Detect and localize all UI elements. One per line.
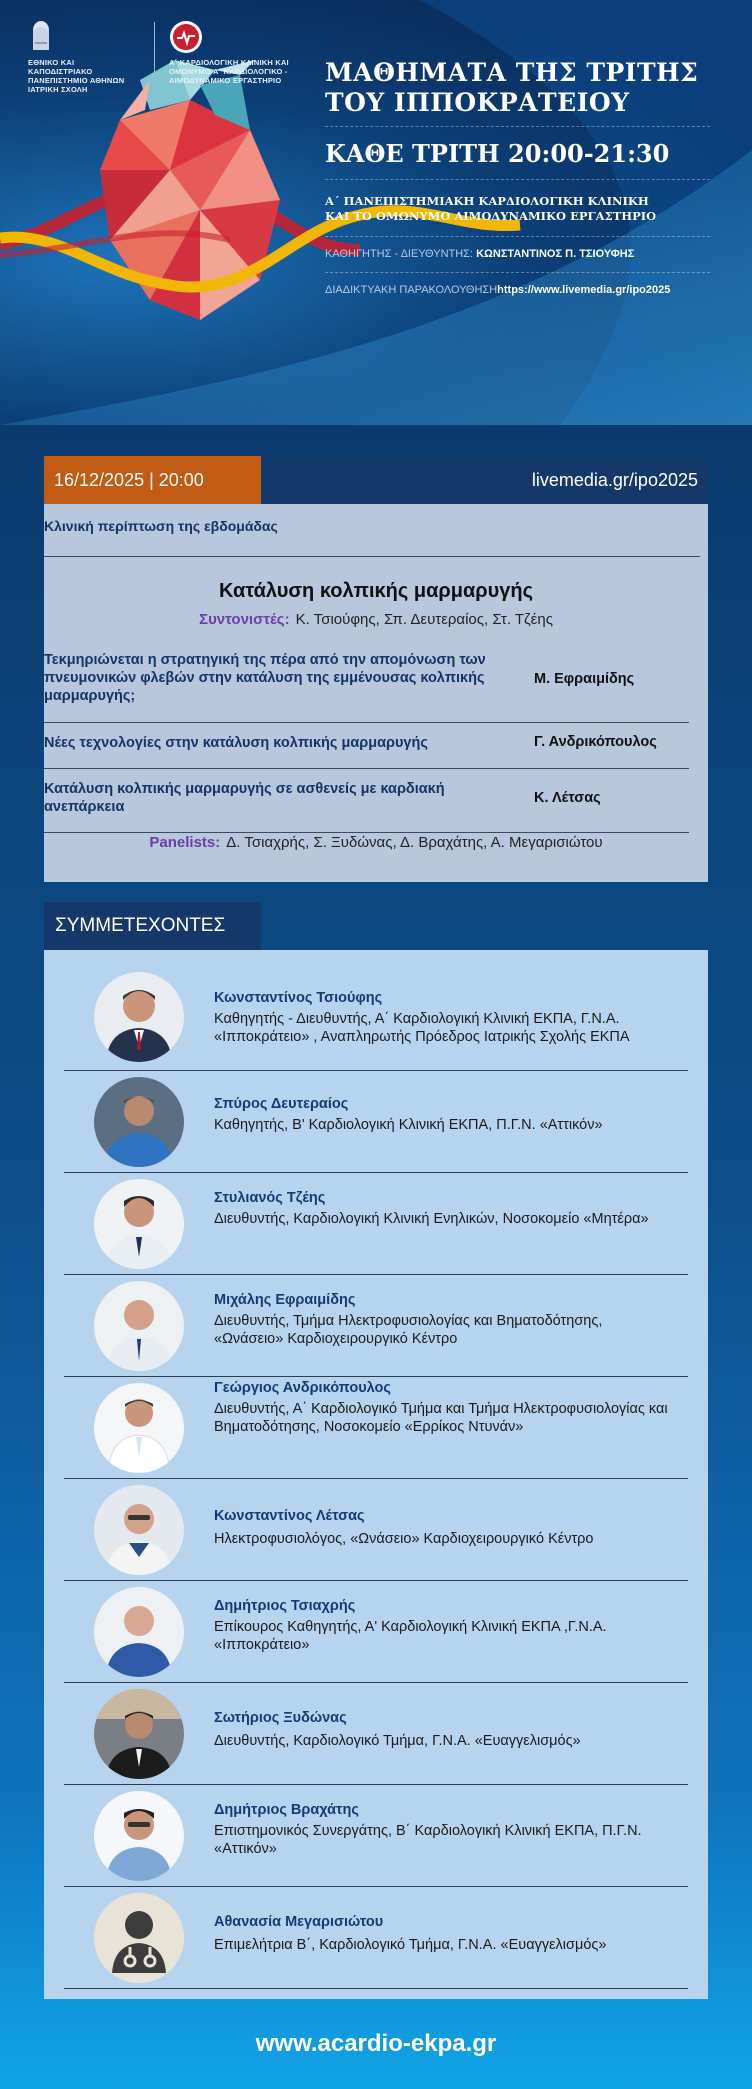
list-item: [64, 1684, 688, 1785]
list-item: [64, 1888, 688, 1989]
divider: [325, 236, 710, 237]
talk-speaker-3: Κ. Λέτσας: [534, 790, 601, 806]
participant-name: Δημήτριος Τσιαχρής: [214, 1598, 356, 1614]
person-photo-icon: [94, 1689, 184, 1779]
participant-title: Επίκουρος Καθηγητής, Α' Καρδιολογική Κλινική ΕΚΠΑ ,Γ.Ν.Α. «Ιπποκράτειο»: [214, 1619, 607, 1653]
header-banner: [0, 0, 752, 425]
clinic-name-line1: Α΄ ΠΑΝΕΠΙΣΤΗΜΙΑΚΗ ΚΑΡΔΙΟΛΟΓΙΚΗ ΚΛΙΝΙΚΗ: [325, 194, 649, 208]
university-logo: [28, 20, 140, 94]
avatar: [94, 972, 184, 1062]
series-title: [325, 58, 710, 118]
talk-title-2: Νέες τεχνολογίες στην κατάλυση κολπικής μαρμαρυγής: [44, 735, 428, 751]
participant-name: Στυλιανός Τζέης: [214, 1190, 326, 1206]
divider: [44, 768, 689, 769]
university-logo-text: ΕΘΝΙΚΟ ΚΑΙ ΚΑΠΟΔΙΣΤΡΙΑΚΟ ΠΑΝΕΠΙΣΤΗΜΙΟ ΑΘΗΝΩΝ ΙΑΤΡΙΚΗ ΣΧΟΛΗ: [28, 58, 125, 94]
clinic-logo-text: Α΄ ΚΑΡΔΙΟΛΟΓΙΚΗ ΚΛΙΝΙΚΗ ΚΑΙ ΟΜΩΝΥΜΟ Α΄ ΚΑΡΔΙΟΛΟΓΙΚΟ - ΑΙΜΟΔΥΝΑΜΙΚΟ ΕΡΓΑΣΤΗΡΙΟ: [169, 58, 289, 85]
list-item: [64, 1786, 688, 1887]
participant-name: Κωνσταντίνος Τσιούφης: [214, 990, 383, 1006]
moderators: Κ. Τσιούφης, Σπ. Δευτεραίος, Στ. Τζέης: [295, 611, 553, 628]
livemedia-link[interactable]: livemedia.gr/ipo2025: [531, 470, 698, 490]
clinic-logo: [169, 20, 294, 85]
participants-heading: ΣΥΜΜΕΤΕΧΟΝΤΕΣ: [44, 902, 261, 950]
avatar: [94, 1893, 184, 1983]
participant-title: Διευθυντής, Καρδιολογικό Τμήμα, Γ.Ν.Α. «Ευαγγελισμός»: [214, 1733, 581, 1749]
talk-title-1: Τεκμηριώνεται η στρατηγική της πέρα από την απομόνωση των πνευμονικών φλεβών στην κατάλυση της εμμένουσας κολπικής μαρμαρυγής;: [44, 652, 486, 704]
participant-name: Γεώργιος Ανδρικόπουλος: [214, 1380, 391, 1396]
person-photo-icon: [94, 1587, 184, 1677]
list-item: [64, 1276, 688, 1377]
list-item: [64, 1378, 688, 1479]
panelists: Δ. Τσιαχρής, Σ. Ξυδώνας, Δ. Βραχάτης, Α. Μεγαρισιώτου: [226, 834, 603, 851]
athena-emblem-icon: [28, 20, 54, 54]
person-photo-icon: [94, 972, 184, 1062]
participants-list: [44, 950, 708, 1999]
list-item: [64, 1480, 688, 1581]
participant-title: Διευθυντής, Τμήμα Ηλεκτροφυσιολογίας και Βηματοδότησης, «Ωνάσειο» Καρδιοχειρουργικό Κέντρο: [214, 1313, 603, 1347]
participant-title: Καθηγητής, Β' Καρδιολογική Κλινική ΕΚΠΑ, Π.Γ.Ν. «Αττικόν»: [214, 1117, 603, 1133]
person-photo-icon: [94, 1179, 184, 1269]
list-item: [64, 970, 688, 1071]
online-url-link[interactable]: https://www.livemedia.gr/ipo2025: [497, 284, 671, 296]
avatar: [94, 1383, 184, 1473]
talk-speaker-1: Μ. Εφραιμίδης: [534, 671, 635, 687]
clinic-name: [325, 194, 710, 224]
doctor-placeholder-icon: [94, 1893, 184, 1983]
divider: [44, 722, 689, 723]
person-photo-icon: [94, 1281, 184, 1371]
panelists-row: [44, 834, 708, 851]
logo-divider: [154, 22, 155, 92]
schedule-time: ΚΑΘΕ ΤΡΙΤΗ 20:00-21:30: [325, 139, 670, 168]
logos: [28, 20, 294, 94]
participant-title: Καθηγητής - Διευθυντής, Α΄ Καρδιολογική Κλινική ΕΚΠΑ, Γ.Ν.Α. «Ιπποκράτειο» , Αναπληρωτής Πρόεδρος Ιατρικής Σχολής ΕΚΠΑ: [214, 1011, 630, 1045]
divider: [325, 272, 710, 273]
program-subtitle: Κλινική περίπτωση της εβδομάδας: [44, 518, 278, 534]
participant-name: Σωτήριος Ξυδώνας: [214, 1710, 347, 1726]
participant-title: Επιμελήτρια Β΄, Καρδιολογικό Τμήμα, Γ.Ν.Α. «Ευαγγελισμός»: [214, 1937, 607, 1953]
participant-name: Δημήτριος Βραχάτης: [214, 1802, 359, 1818]
list-item: [64, 1072, 688, 1173]
talk-title-3: Κατάλυση κολπικής μαρμαρυγής σε ασθενείς με καρδιακή ανεπάρκεια: [44, 781, 445, 815]
divider: [325, 126, 710, 127]
person-photo-icon: [94, 1485, 184, 1575]
person-photo-icon: [94, 1383, 184, 1473]
divider: [44, 556, 700, 557]
moderators-label: Συντονιστές:: [199, 611, 290, 628]
panelists-label: Panelists:: [149, 834, 221, 851]
online-label: ΔΙΑΔΙΚΤΥΑΚΗ ΠΑΡΑΚΟΛΟΥΘΗΣΗ: [325, 284, 498, 296]
avatar: [94, 1791, 184, 1881]
avatar: [94, 1689, 184, 1779]
avatar: [94, 1077, 184, 1167]
program-header: [44, 456, 708, 504]
program-section: [44, 456, 708, 882]
director-row: [325, 247, 710, 262]
avatar: [94, 1587, 184, 1677]
avatar: [94, 1179, 184, 1269]
clinic-name-line2: ΚΑΙ ΤΟ ΟΜΩΝΥΜΟ ΑΙΜΟΔΥΝΑΜΙΚΟ ΕΡΓΑΣΤΗΡΙΟ: [325, 209, 657, 223]
session-title: Κατάλυση κολπικής μαρμαρυγής: [218, 580, 534, 602]
divider: [325, 179, 710, 180]
online-row: [325, 283, 710, 298]
series-title-line1: ΜΑΘΗΜΑΤΑ ΤΗΣ ΤΡΙΤΗΣ: [325, 58, 699, 87]
participant-name: Σπύρος Δευτεραίος: [214, 1096, 349, 1112]
participant-title: Επιστημονικός Συνεργάτης, Β΄ Καρδιολογική Κλινική ΕΚΠΑ, Π.Γ.Ν. «Αττικόν»: [214, 1823, 642, 1857]
director-label: ΚΑΘΗΓΗΤΗΣ - ΔΙΕΥΘΥΝΤΗΣ:: [325, 248, 477, 260]
clinic-heart-emblem-icon: [169, 20, 203, 54]
participant-name: Κωνσταντίνος Λέτσας: [214, 1508, 365, 1524]
list-item: [64, 1582, 688, 1683]
divider: [44, 832, 689, 833]
moderators-row: [44, 611, 708, 628]
avatar: [94, 1281, 184, 1371]
director-name: ΚΩΝΣΤΑΝΤΙΝΟΣ Π. ΤΣΙΟΥΦΗΣ: [476, 248, 635, 260]
person-photo-icon: [94, 1791, 184, 1881]
session-date: 16/12/2025 | 20:00: [44, 456, 261, 504]
avatar: [94, 1485, 184, 1575]
talk-speaker-2: Γ. Ανδρικόπουλος: [534, 734, 657, 750]
participant-title: Διευθυντής, Α΄ Καρδιολογικό Τμήμα και Τμήμα Ηλεκτροφυσιολογίας και Βηματοδότησης, Νοσοκομείο «Ερρίκος Ντυνάν»: [214, 1401, 668, 1435]
participant-name: Αθανασία Μεγαρισιώτου: [214, 1914, 384, 1930]
participant-title: Ηλεκτροφυσιολόγος, «Ωνάσειο» Καρδιοχειρουργικό Κέντρο: [214, 1531, 594, 1547]
header-info: [325, 58, 710, 308]
participant-name: Μιχάλης Εφραιμίδης: [214, 1292, 356, 1308]
participant-title: Διευθυντής, Καρδιολογική Κλινική Ενηλικών, Νοσοκομείο «Μητέρα»: [214, 1211, 649, 1227]
person-photo-icon: [94, 1077, 184, 1167]
list-item: [64, 1174, 688, 1275]
series-title-line2: ΤΟΥ ΙΠΠΟΚΡΑΤΕΙΟΥ: [325, 88, 630, 117]
footer-website-link[interactable]: www.acardio-ekpa.gr: [255, 2030, 497, 2057]
